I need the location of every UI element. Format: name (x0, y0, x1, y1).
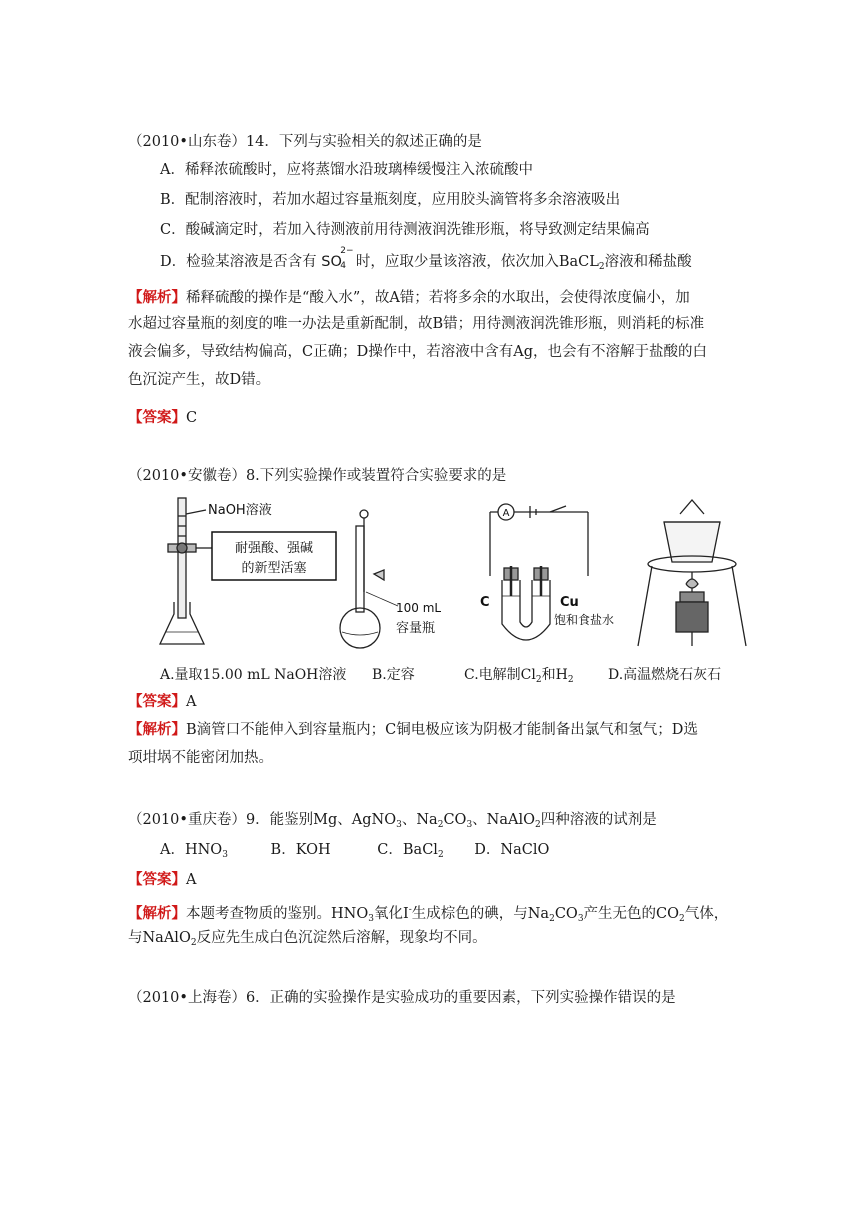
valve-label-2: 的新型活塞 (241, 561, 307, 576)
apparatus-figure (150, 496, 750, 656)
q1-option-c: C．酸碱滴定时，若加入待测液前用待测液润洗锥形瓶，将导致测定结果偏高 (160, 222, 650, 238)
q3-stem: （2010•重庆卷）9．能鉴别Mg、AgNO$_3$、$Na_2CO_3$、NaAlO$_2$四种溶液的试剂是 (128, 812, 657, 830)
q1-stem: （2010•山东卷）14．下列与实验相关的叙述正确的是 (128, 134, 482, 150)
q3-answer: 【答案】A (128, 871, 197, 888)
q3-option-b: B．KOH (270, 842, 331, 858)
electrode-c-label: C (480, 595, 490, 610)
crucible-apparatus (638, 500, 746, 646)
q3-analysis-line-2: 与NaAlO$_2$反应先生成白色沉淀然后溶解，现象均不同。 (128, 930, 487, 948)
q3-options (160, 840, 549, 860)
caption-c: C.电解制$Cl_2$和$H_2$ (464, 667, 574, 685)
naoh-label: NaOH溶液 (208, 503, 272, 518)
electrode-cu-label: Cu (560, 595, 579, 610)
burette-apparatus (160, 498, 212, 644)
ammeter-label: A (502, 508, 510, 519)
answer-tag: 【答案】 (128, 693, 186, 710)
q1-analysis-line-4: 色沉淀产生，故D错。 (128, 372, 271, 388)
q3-option-a: A．$HNO_3$ (160, 842, 228, 860)
analysis-tag: 【解析】 (128, 721, 186, 738)
volumetric-flask (340, 510, 384, 648)
q1-answer: 【答案】C (128, 409, 198, 426)
q2-analysis-line-2: 项坩埚不能密闭加热。 (128, 750, 273, 766)
analysis-tag: 【解析】 (128, 904, 186, 922)
q1-option-d: D．检验某溶液是否含有 SO 2− 4 时，应取少量该溶液，依次加入BaCL$_2$溶液和稀盐酸 (160, 246, 692, 272)
q1-option-b: B．配制溶液时，若加水超过容量瓶刻度，应用胶头滴管将多余溶液吸出 (160, 192, 621, 208)
flask-name-label: 容量瓶 (396, 621, 436, 636)
q2-analysis-line-1: 【解析】B滴管口不能伸入到容量瓶内；C铜电极应该为阴极才能制备出氯气和氢气；D选 (128, 721, 698, 738)
q2-stem: （2010•安徽卷）8.下列实验操作或装置符合实验要求的是 (128, 468, 507, 484)
caption-d: D.高温燃烧石灰石 (608, 667, 722, 683)
q1-analysis-line-3: 液会偏多，导致结构偏高，C正确；D操作中，若溶液中含有Ag，也会有不溶解于盐酸的白 (128, 344, 707, 360)
analysis-tag: 【解析】 (128, 289, 186, 306)
q2-answer: 【答案】A (128, 693, 197, 710)
sulfate-ion-formula: SO 2− 4 (321, 246, 354, 271)
answer-tag: 【答案】 (128, 409, 186, 426)
valve-label-1: 耐强酸、强碱 (234, 541, 314, 556)
q3-option-c: C．BaCl$_2$ (377, 842, 444, 860)
caption-b: B.定容 (372, 667, 415, 683)
answer-tag: 【答案】 (128, 871, 186, 888)
brine-label: 饱和食盐水 (554, 613, 615, 627)
q4-stem: （2010•上海卷）6．正确的实验操作是实验成功的重要因素，下列实验操作错误的是 (128, 990, 676, 1006)
flask-volume-label: 100 mL (396, 601, 442, 615)
q1-option-a: A．稀释浓硫酸时，应将蒸馏水沿玻璃棒缓慢注入浓硫酸中 (160, 162, 533, 178)
caption-a: A.量取15.00 mL NaOH溶液 (160, 667, 347, 683)
q1-analysis-line-2: 水超过容量瓶的刻度的唯一办法是重新配制，故B错；用待测液润洗锥形瓶，则消耗的标准 (128, 316, 705, 332)
q1-analysis-line-1: 【解析】稀释硫酸的操作是“酸入水”，故A错；若将多余的水取出，会使得浓度偏小，加 (128, 289, 690, 306)
q3-option-d: D．NaClO (474, 842, 550, 858)
q3-analysis-line-1: 【解析】本题考查物质的鉴别。$HNO_3$氧化I-生成棕色的碘，与$Na_2CO_3$产生无色的$CO_2$气体， (128, 904, 729, 924)
